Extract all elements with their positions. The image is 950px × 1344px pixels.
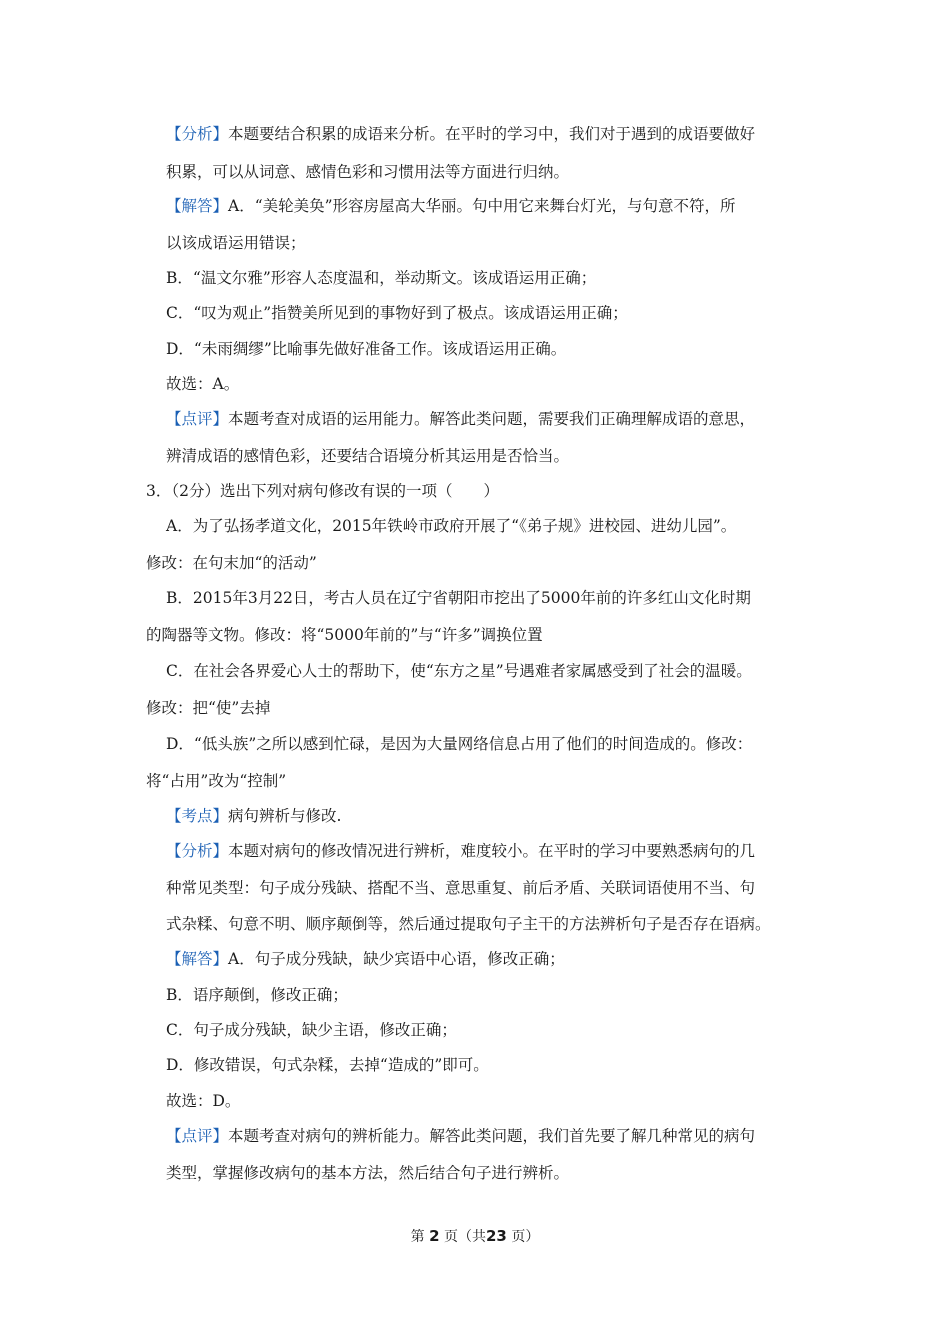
analysis-tag: 【分析】 — [166, 125, 229, 143]
q2-comment-line-1: 【点评】本题考查对成语的运用能力。解答此类问题，需要我们正确理解成语的意思， — [166, 410, 756, 428]
q2-comment-line-2: 辨清成语的感情色彩，还要结合语境分析其运用是否恰当。 — [166, 447, 570, 465]
q3-analysis-line-2: 种常见类型：句子成分残缺、搭配不当、意思重复、前后矛盾、关联词语使用不当、句 — [166, 879, 756, 897]
q3-option-a-line-1: A．为了弘扬孝道文化，2015年铁岭市政府开展了“《弟子规》进校园、进幼儿园”。 — [166, 517, 737, 535]
q3-comment-line-2: 类型，掌握修改病句的基本方法，然后结合句子进行辨析。 — [166, 1164, 570, 1182]
page-number: 2 — [429, 1227, 440, 1245]
q2-solution-d: D．“未雨绸缪”比喻事先做好准备工作。该成语运用正确。 — [166, 340, 567, 358]
q3-option-b-line-2: 的陶器等文物。修改：将“5000年前的”与“许多”调换位置 — [146, 626, 543, 644]
q3-stem: 3．（2分）选出下列对病句修改有误的一项（ ） — [146, 482, 499, 500]
q3-option-d-line-1: D．“低头族”之所以感到忙碌，是因为大量网络信息占用了他们的时间造成的。修改： — [166, 735, 753, 753]
q3-solution-b: B．语序颠倒，修改正确； — [166, 986, 348, 1004]
q3-comment-line-1: 【点评】本题考查对病句的辨析能力。解答此类问题，我们首先要了解几种常见的病句 — [166, 1127, 756, 1145]
q3-answer: 故选：D。 — [166, 1092, 241, 1110]
q2-answer: 故选：A。 — [166, 375, 240, 393]
q2-solution-line-1: 【解答】A．“美轮美奂”形容房屋高大华丽。句中用它来舞台灯光，与句意不符，所 — [166, 197, 736, 215]
q3-option-c-line-1: C．在社会各界爱心人士的帮助下，使“东方之星”号遇难者家属感受到了社会的温暖。 — [166, 662, 752, 680]
q2-solution-line-2: 以该成语运用错误； — [166, 234, 306, 252]
q2-analysis-line-2: 积累，可以从词意、感情色彩和习惯用法等方面进行归纳。 — [166, 163, 570, 181]
q3-option-c-line-2: 修改：把“使”去掉 — [146, 699, 271, 717]
q2-analysis-line-1: 【分析】本题要结合积累的成语来分析。在平时的学习中，我们对于遇到的成语要做好 — [166, 125, 756, 143]
q2-solution-b: B．“温文尔雅”形容人态度温和，举动斯文。该成语运用正确； — [166, 269, 597, 287]
comment-tag: 【点评】 — [166, 410, 229, 428]
q3-analysis-line-3: 式杂糅、句意不明、顺序颠倒等，然后通过提取句子主干的方法辨析句子是否存在语病。 — [166, 915, 771, 933]
page-footer: 第 2 页（共23 页） — [410, 1227, 540, 1245]
comment-tag: 【点评】 — [166, 1127, 229, 1145]
q3-solution-a: 【解答】A．句子成分残缺，缺少宾语中心语，修改正确； — [166, 950, 565, 968]
analysis-tag: 【分析】 — [166, 842, 229, 860]
q3-option-a-line-2: 修改：在句末加“的活动” — [146, 554, 317, 572]
solution-tag: 【解答】 — [166, 950, 229, 968]
q3-option-b-line-1: B．2015年3月22日，考古人员在辽宁省朝阳市挖出了5000年前的许多红山文化时期 — [166, 589, 751, 607]
q2-solution-c: C．“叹为观止”指赞美所见到的事物好到了极点。该成语运用正确； — [166, 304, 628, 322]
page-total: 23 — [486, 1227, 507, 1245]
q3-option-d-line-2: 将“占用”改为“控制” — [146, 772, 287, 790]
solution-tag: 【解答】 — [166, 197, 229, 215]
q3-solution-d: D．修改错误，句式杂糅，去掉“造成的”即可。 — [166, 1056, 489, 1074]
q3-analysis-line-1: 【分析】本题对病句的修改情况进行辨析，难度较小。在平时的学习中要熟悉病句的几 — [166, 842, 756, 860]
q3-solution-c: C．句子成分残缺，缺少主语，修改正确； — [166, 1021, 457, 1039]
keypoint-tag: 【考点】 — [166, 807, 229, 825]
q3-keypoint: 【考点】病句辨析与修改. — [166, 807, 342, 825]
